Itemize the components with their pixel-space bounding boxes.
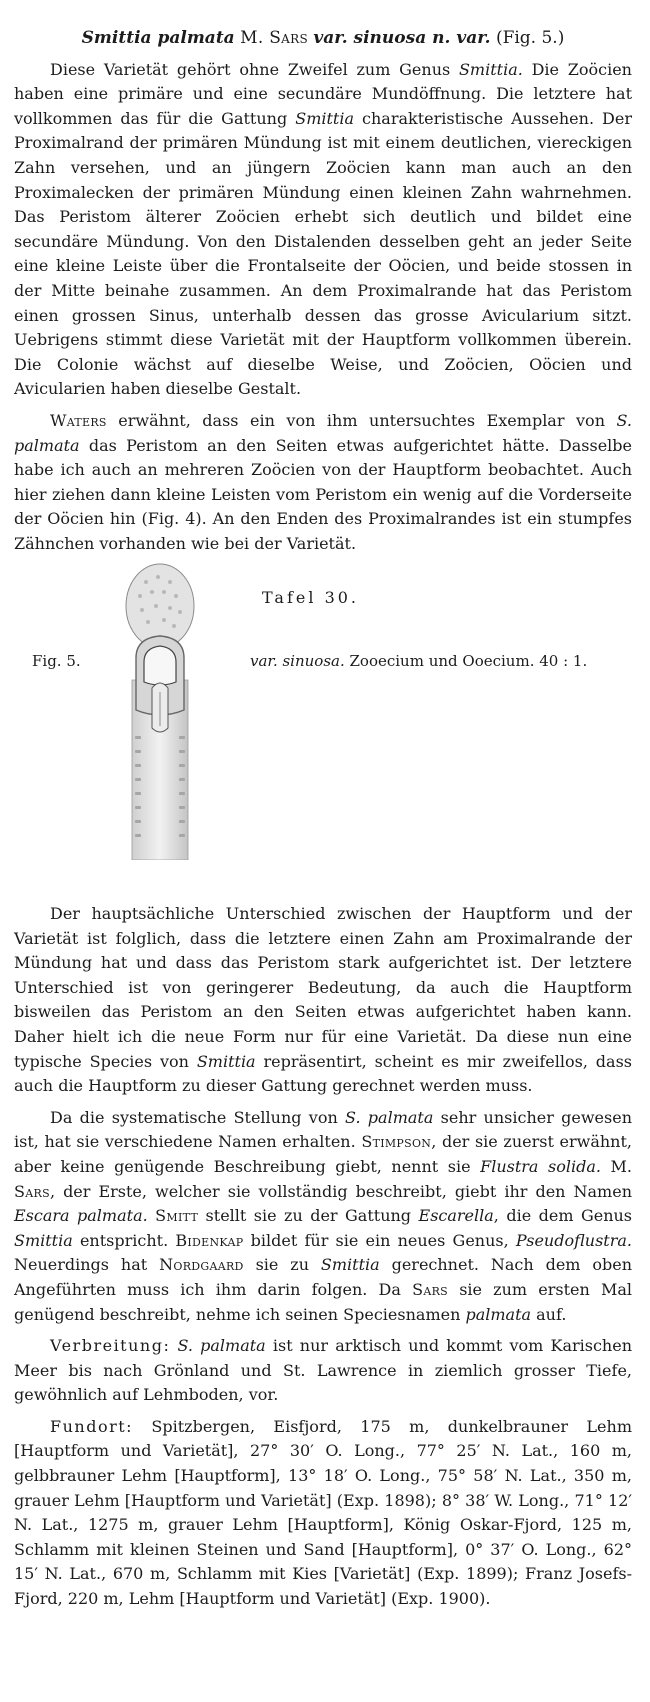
section-heading <box>14 26 632 51</box>
upper-text-block <box>14 26 632 556</box>
text-run: das Peristom an den Seiten etwas aufgerichtet hätte. Dasselbe habe ich auch an mehreren Zoöcien von der Hauptform beobachtet. Auch hier ziehen dann kleine Leisten vom Peristom ein wenig auf die Vorderseite der Oöcien hin (Fig. 4). An den Enden des Proximalrandes ist ein stumpfes Zähnchen vorhanden wie bei der Varietät. <box>14 435 632 553</box>
taxon-name: Flustra solida. <box>480 1156 601 1176</box>
text-run: charakteristische Aussehen. Der Proximalrand der primären Mündung ist mit einem deutlichen, viereckigen Zahn versehen, und an jüngern Zoöcien kann man auch an den Proximalecken der primären Mündung einen kleinen Zahn wahrnehmen. Das Peristom älterer Zoöcien erhebt sich deutlich und bildet eine secundäre Mündung. Von den Distalenden desselben geht an jeder Seite eine kleine Leiste über die Frontalseite der Oöcien, und beide stossen in der Mitte beinahe zusammen. An dem Proximalrande hat das Peristom einen grossen Sinus, unterhalb dessen das grosse Avicularium sitzt. Uebrigens stimmt diese Varietät mit der Hauptform vollkommen überein. Die Colonie wächst auf dieselbe Weise, und Zoöcien, Oöcien und Avicularien haben dieselbe Gestalt. <box>14 108 633 399</box>
caption-variety: var. sinuosa. <box>250 652 345 670</box>
text-run: repräsentirt, scheint es mir zweifellos, dass auch die Hauptform zu dieser Gattung gerechnet werden muss. <box>14 1051 633 1096</box>
text-run <box>170 1336 177 1355</box>
author-name: Waters <box>50 410 107 430</box>
text-run: , der sie zuerst erwähnt, aber keine genügende Beschreibung giebt, nennt sie <box>14 1132 632 1176</box>
zooecium-drawing <box>118 560 198 860</box>
text-run: Der hauptsächliche Unterschied zwischen der Hauptform und der Varietät ist folglich, dass die letztere einen Zahn am Proximalrande der Mündung hat und dass das Peristom stark aufgerichtet ist. Der letztere Unterschied ist von geringerer Bedeutung, da auch die Hauptform bisweilen das Peristom an den Seiten etwas aufgerichtet haben kann. Daher hielt ich die neue Form nur für eine Varietät. Da diese nun eine typische Species von <box>14 904 632 1071</box>
text-run: sie zum ersten Mal genügend beschreibt, nehme ich seinen Speciesnamen <box>14 1279 633 1324</box>
text-run: erwähnt, dass ein von ihm untersuchtes Exemplar von <box>106 410 617 430</box>
text-run: auf. <box>531 1304 567 1324</box>
author-name: Sars <box>14 1181 50 1201</box>
taxon-name: Pseudoflustra. <box>515 1230 632 1250</box>
taxon-name: Escara palmata. <box>14 1206 148 1226</box>
taxon-name: Escarella <box>418 1206 494 1226</box>
text-run: gerechnet. Nach dem oben Angeführten muss ich ihm darin folgen. Da <box>14 1255 632 1299</box>
caption-text: Zooecium und Ooecium. 40 : 1. <box>344 652 588 670</box>
plate-label: Tafel 30. <box>262 588 360 607</box>
text-run: sie zu <box>243 1255 321 1275</box>
paragraph-waters <box>14 409 632 557</box>
species-name: S. palmata <box>14 410 632 455</box>
heading-fig-ref: (Fig. 5.) <box>495 28 565 48</box>
text-run: Neuerdings hat <box>14 1255 160 1275</box>
text-run: ist nur arktisch und kommt vom Karischen Meer bis nach Grönland und St. Lawrence in ziemlich grosser Tiefe, gewöhnlich auf Lehmboden, vor. <box>14 1336 633 1405</box>
text-run: stellt sie zu der Gattung <box>198 1206 419 1226</box>
section-label: Fundort: <box>50 1416 134 1436</box>
heading-author: M. Sars <box>240 28 308 48</box>
figure-caption <box>250 652 587 670</box>
genus-name: Smittia. <box>458 59 523 79</box>
author-name: Nordgaard <box>159 1255 244 1275</box>
author-name: Smitt <box>155 1206 199 1226</box>
text-run: Diese Varietät gehört ohne Zweifel zum Genus <box>50 59 459 79</box>
species-name: S. palmata <box>177 1336 266 1356</box>
taxon-name: Smittia <box>320 1255 380 1275</box>
genus-name: Smittia <box>196 1051 256 1071</box>
paragraph-description <box>14 58 632 402</box>
author-name: Bidenkap <box>175 1230 244 1250</box>
figure-number: Fig. 5. <box>32 652 81 670</box>
lower-text-block <box>14 902 632 1612</box>
author-name: Sars <box>412 1279 449 1299</box>
text-run: bildet für sie ein neues Genus, <box>243 1230 516 1250</box>
genus-name: Smittia <box>295 108 354 128</box>
text-run: Spitzbergen, Eisfjord, 175 m, dunkelbrauner Lehm [Hauptform und Varietät], 27° 30′ O. Long., 77° 25′ N. Lat., 160 m, gelbbrauner Lehm [Hauptform], 13° 18′ O. Long., 75° 58′ N. Lat., 350 m, grauer Lehm [Hauptform und Varietät] (Exp. 1898); 8° 38′ W. Long., 71° 12′ N. Lat., 1275 m, grauer Lehm [Hauptform], König Oskar-Fjord, 125 m, Schlamm mit kleinen Steinen und Sand [Hauptform], 0° 37′ O. Long., 62° 15′ N. Lat., 670 m, Schlamm mit Kies [Varietät] (Exp. 1899); Franz Josefs-Fjord, 220 m, Lehm [Hauptform und Varietät] (Exp. 1900). <box>14 1416 632 1609</box>
taxon-name: Smittia <box>14 1230 73 1250</box>
paragraph-distribution <box>14 1334 632 1408</box>
figure-5 <box>0 560 650 890</box>
text-run: entspricht. <box>72 1230 176 1250</box>
text-run: Da die systematische Stellung von <box>50 1107 346 1127</box>
text-run: M. <box>600 1156 632 1176</box>
text-run: , die dem Genus <box>493 1206 633 1226</box>
section-label: Verbreitung: <box>50 1336 171 1356</box>
taxon-name: palmata <box>465 1304 532 1324</box>
text-run: , der Erste, welcher sie vollständig beschreibt, giebt ihr den Namen <box>49 1181 632 1201</box>
author-name: Stimpson <box>361 1132 432 1152</box>
species-name: S. palmata <box>345 1107 434 1127</box>
heading-variety: var. sinuosa n. var. <box>313 28 491 48</box>
text-run: Die Zoöcien haben eine primäre und eine secundäre Mundöffnung. Die letztere hat vollkommen das für die Gattung <box>14 59 632 128</box>
text-run: sehr unsicher gewesen ist, hat sie verschiedene Namen erhalten. <box>14 1107 633 1152</box>
paragraph-systematics <box>14 1106 632 1327</box>
paragraph-localities <box>14 1415 632 1612</box>
heading-species: Smittia palmata <box>81 28 235 48</box>
paragraph-difference <box>14 902 632 1099</box>
